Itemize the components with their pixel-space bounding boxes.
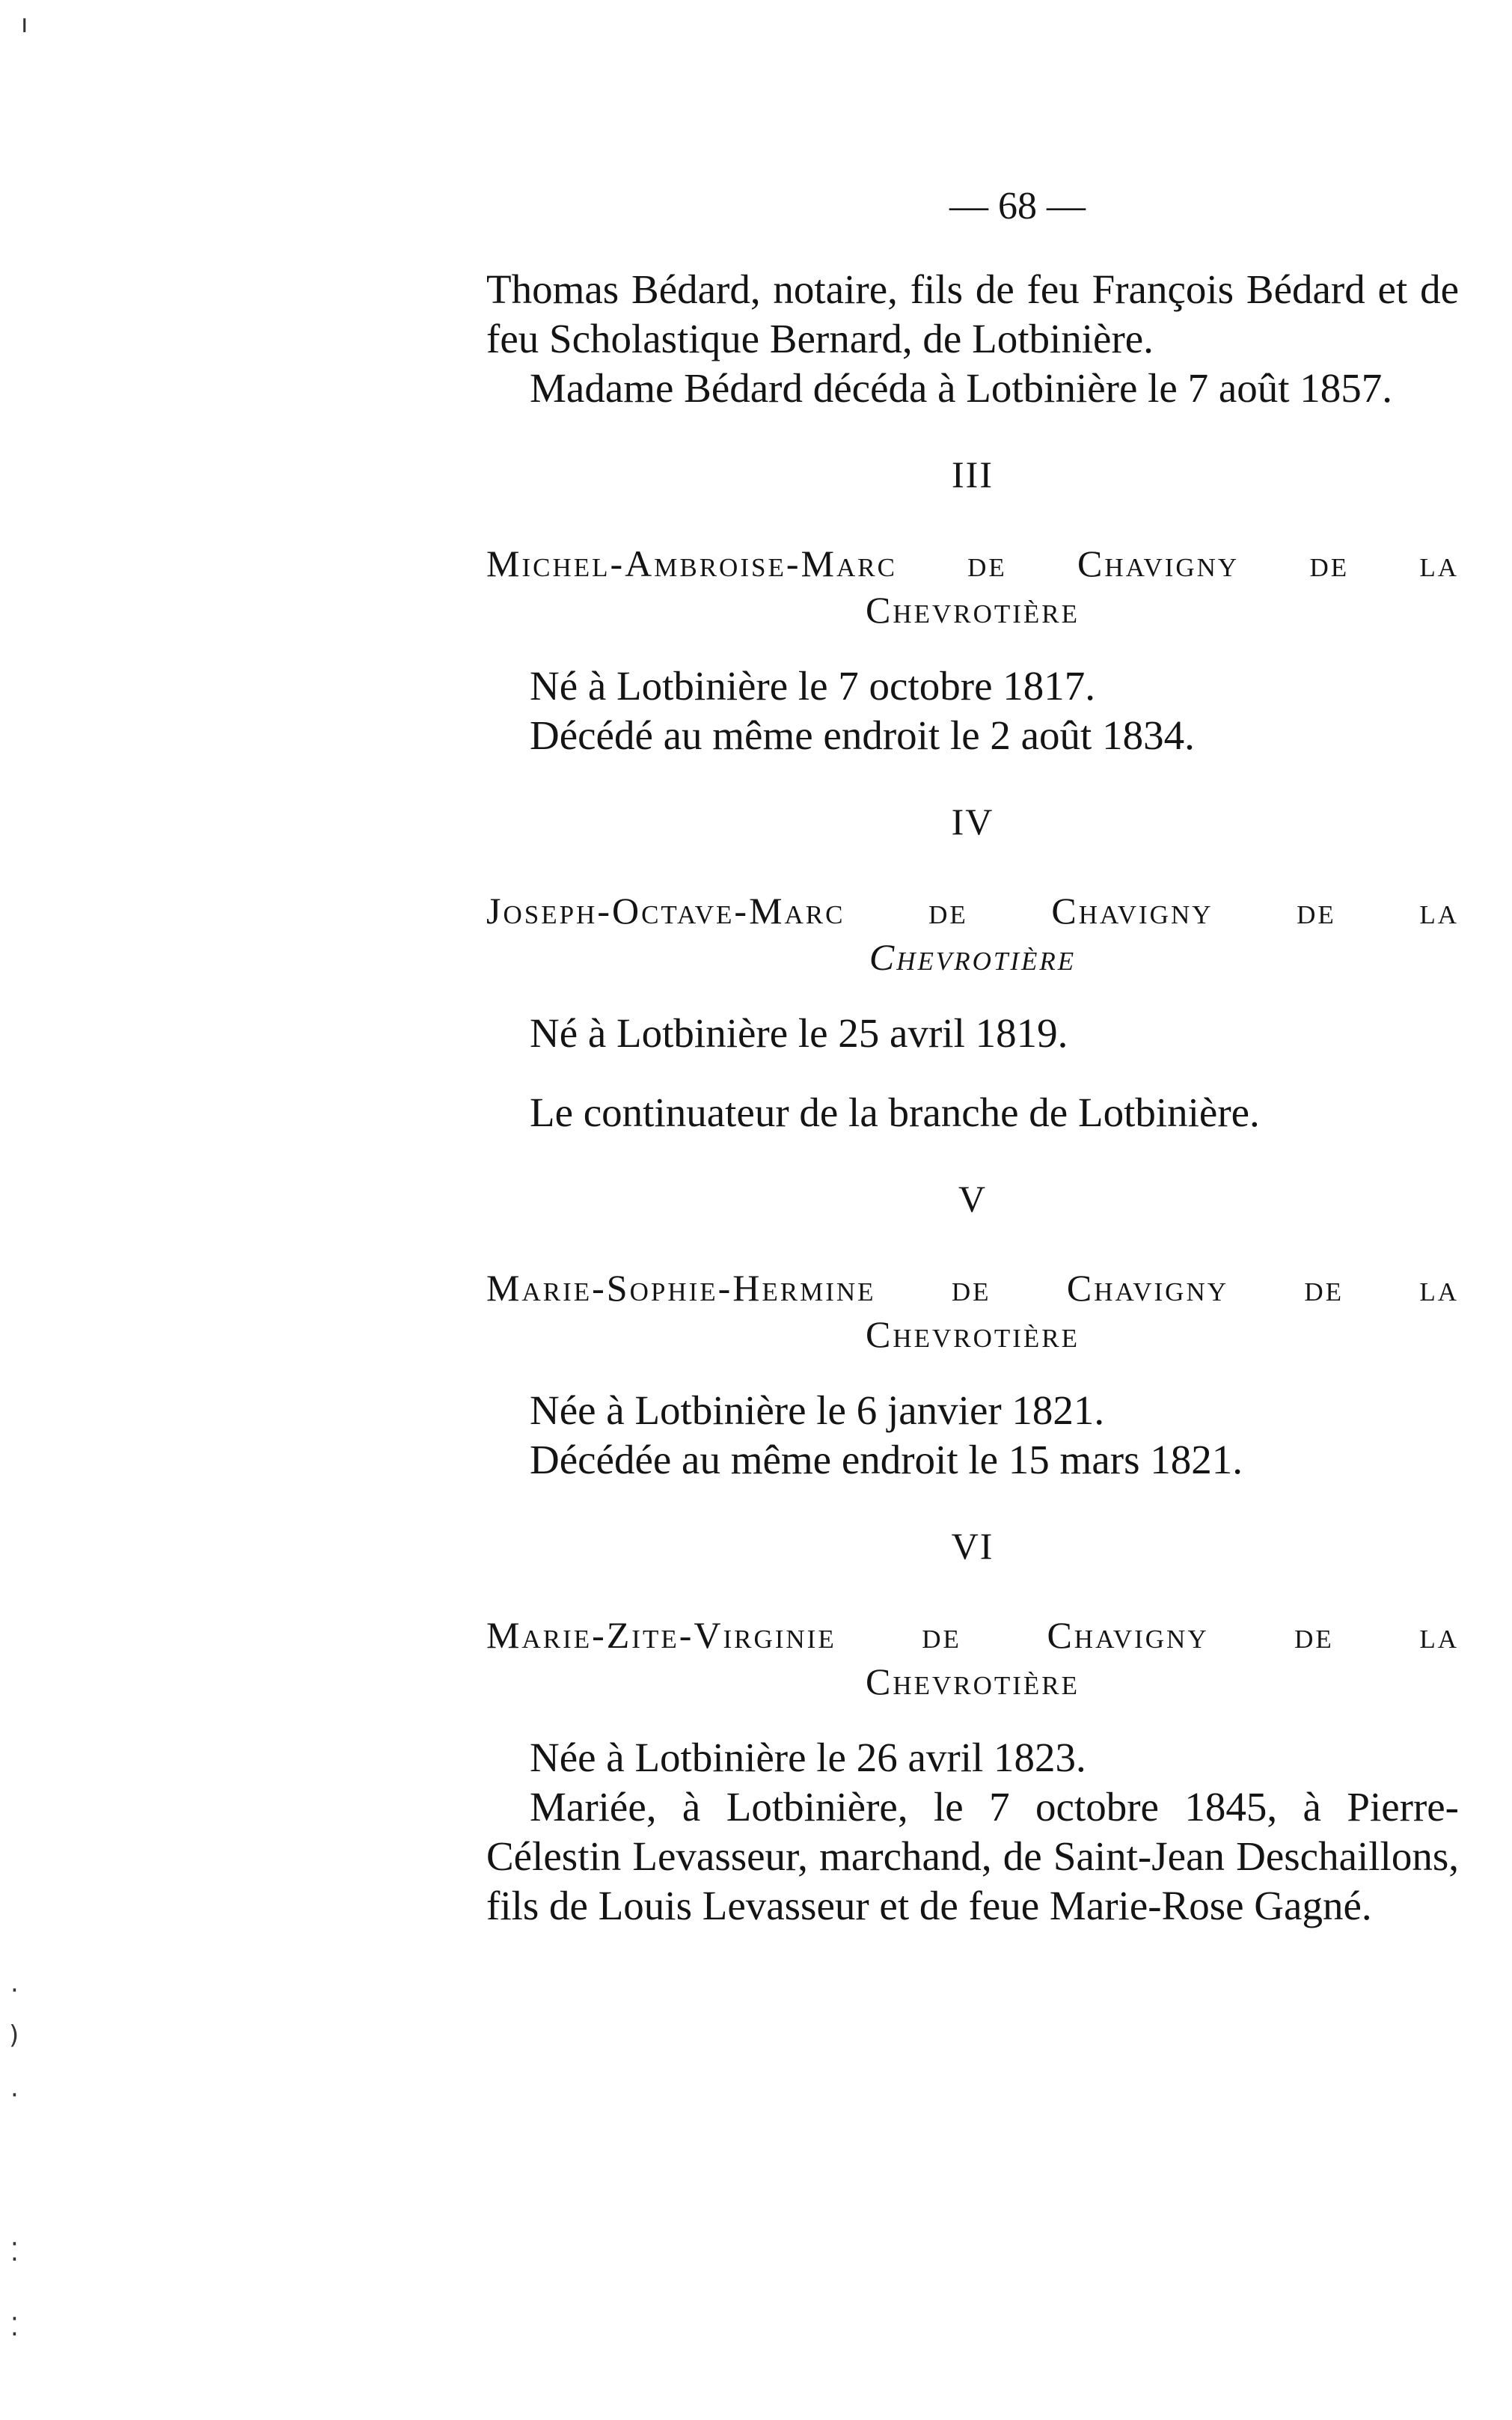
- person-name: [486, 887, 1459, 980]
- section-numeral: V: [958, 1178, 988, 1220]
- section-v: [486, 1176, 1459, 1485]
- fact-line: Né à Lotbinière le 25 avril 1819.: [530, 1010, 1068, 1056]
- section-facts: [486, 1386, 1459, 1485]
- person-name-line: Joseph-Octave-Marc de Chavigny de la: [486, 890, 1459, 932]
- section-facts: [486, 661, 1459, 760]
- fact-line: Mariée, à Lotbinière, le 7 octobre 1845, à Pierre-Célestin Levasseur, marchand, de Saint-Jean Deschaillons, fils de Louis Levasseur et de feue Marie-Rose Gagné.: [486, 1784, 1459, 1928]
- person-name-line: Chevrotière: [869, 936, 1077, 978]
- section-numeral: III: [952, 453, 994, 495]
- fact-line: Né à Lotbinière le 7 octobre 1817.: [530, 663, 1095, 709]
- section-facts: [486, 1733, 1459, 1931]
- scan-artifact-mark: ⁚: [10, 2312, 19, 2342]
- person-name: [486, 1612, 1459, 1705]
- person-name-line: Chevrotière: [865, 589, 1080, 631]
- section-iv: [486, 799, 1459, 1137]
- section-facts: [486, 1009, 1459, 1137]
- person-name: [486, 540, 1459, 633]
- scan-artifact-mark: ⁚: [10, 2237, 19, 2267]
- person-name-line: Marie-Sophie-Hermine de Chavigny de la: [486, 1267, 1459, 1309]
- section-numeral: VI: [951, 1525, 994, 1567]
- opening-block: [486, 265, 1459, 413]
- person-name-line: Chevrotière: [865, 1313, 1080, 1355]
- opening-paragraph: Thomas Bédard, notaire, fils de feu François Bédard et de feu Scholastique Bernard, de Lotbinière.: [486, 266, 1459, 361]
- person-name: [486, 1265, 1459, 1357]
- scan-artifact-mark: ·: [10, 1976, 19, 2005]
- section-vi: [486, 1524, 1459, 1931]
- page-number: — 68 —: [949, 185, 1086, 227]
- fact-line: Le continuateur de la branche de Lotbinière.: [530, 1090, 1260, 1135]
- person-name-line: Michel-Ambroise-Marc de Chavigny de la: [486, 543, 1459, 584]
- section-iii: [486, 452, 1459, 760]
- opening-paragraph: Madame Bédard décéda à Lotbinière le 7 août 1857.: [530, 365, 1393, 411]
- fact-line: Née à Lotbinière le 26 avril 1823.: [530, 1735, 1086, 1780]
- fact-line: Décédé au même endroit le 2 août 1834.: [530, 712, 1195, 758]
- fact-line: Décédée au même endroit le 15 mars 1821.: [530, 1437, 1243, 1482]
- scan-artifact-mark: ): [9, 2020, 19, 2050]
- document-page: [486, 177, 1459, 1931]
- scan-artifact-mark: ·: [10, 2080, 19, 2110]
- fact-line: Née à Lotbinière le 6 janvier 1821.: [530, 1387, 1105, 1433]
- scan-artifact-mark: ı: [21, 9, 28, 39]
- person-name-line: Marie-Zite-Virginie de Chavigny de la: [486, 1614, 1459, 1656]
- section-numeral: IV: [951, 801, 994, 843]
- person-name-line: Chevrotière: [865, 1660, 1080, 1702]
